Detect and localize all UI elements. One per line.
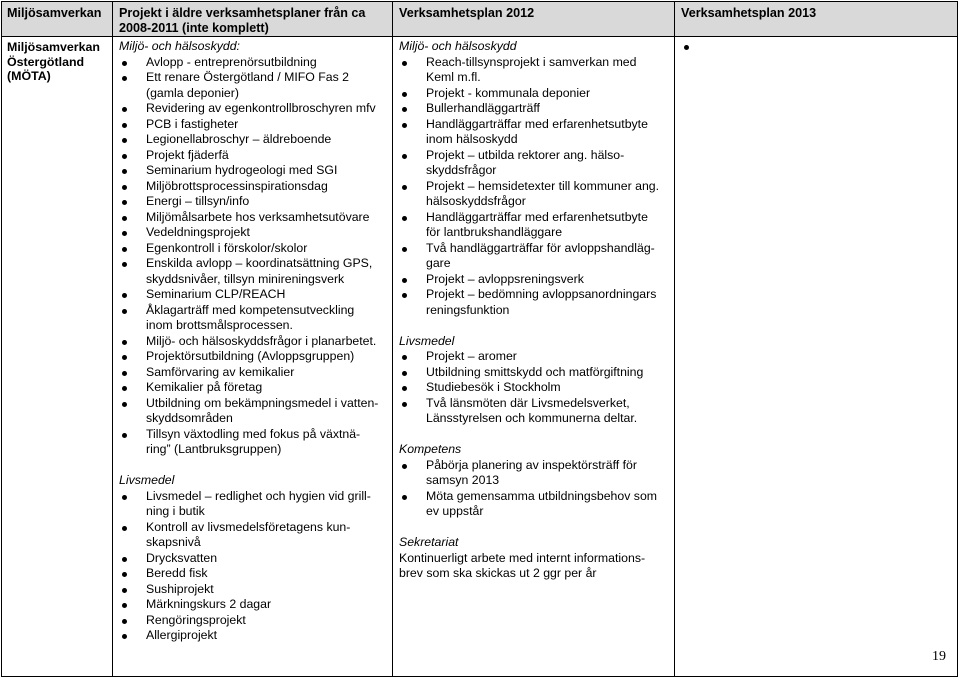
list-item-text: ning i butik — [146, 504, 205, 518]
list-item-text: Studiebesök i Stockholm — [426, 380, 561, 394]
list-item — [399, 458, 671, 489]
list-item — [119, 303, 389, 334]
list-item-text: Tillsyn växtodling med fokus på växtnä- — [146, 426, 361, 441]
list-item-text: Avlopp - entreprenörsutbildning — [146, 54, 317, 69]
bullet-icon — [402, 61, 407, 66]
list-item — [119, 582, 389, 598]
list-item — [119, 70, 389, 101]
list-item — [399, 380, 671, 396]
list-item — [119, 287, 389, 303]
list-item-text: Handläggarträffar med erfarenhetsutbyte — [426, 116, 648, 131]
bullet-icon — [402, 278, 407, 283]
plan-2012-env-health-list — [399, 55, 671, 319]
list-item-text: för lantbrukshandläggare — [426, 225, 563, 239]
secretariat-text: Kontinuerligt arbete med internt informations- brev som ska skickas ut 2 ggr per år — [399, 550, 646, 580]
bullet-icon — [122, 61, 127, 66]
bullet-icon — [122, 293, 127, 298]
bullet-icon — [122, 309, 127, 314]
list-item-text: Projektörsutbildning (Avloppsgruppen) — [146, 349, 355, 363]
list-item — [119, 551, 389, 567]
older-env-health-list — [119, 55, 389, 458]
bullet-icon — [122, 634, 127, 639]
header-col-older: Projekt i äldre verksamhetsplaner från ca 2008-2011 (inte komplett) — [113, 2, 393, 37]
plan-table — [1, 1, 958, 677]
plan-2013-cell — [675, 37, 958, 677]
list-item-text: skyddsområden — [146, 411, 233, 425]
content-row — [2, 37, 958, 677]
bullet-icon — [122, 216, 127, 221]
bullet-icon — [122, 619, 127, 624]
list-item-text: Projekt – hemsidetexter till kommuner ang. — [426, 178, 660, 193]
list-item-text: Legionellabroschyr – äldreboende — [146, 132, 332, 146]
list-item-text: ev uppstår — [426, 504, 484, 518]
list-item — [399, 101, 671, 117]
list-item — [119, 334, 389, 350]
list-item-text: PCB i fastigheter — [146, 116, 239, 131]
list-item-text: Kemikalier på företag — [146, 380, 263, 394]
bullet-icon — [402, 247, 407, 252]
bullet-icon — [402, 123, 407, 128]
header-col-2012: Verksamhetsplan 2012 — [393, 2, 675, 37]
list-item — [119, 55, 389, 71]
list-item — [399, 349, 671, 365]
section-heading: Miljö- och hälsoskydd: — [119, 39, 240, 53]
list-item — [399, 55, 671, 86]
list-item — [119, 628, 389, 644]
list-item — [119, 380, 389, 396]
list-item — [119, 132, 389, 148]
bullet-icon — [122, 340, 127, 345]
list-item — [399, 396, 671, 427]
list-item-text: Påbörja planering av inspektörsträff för — [426, 457, 637, 472]
list-item — [399, 365, 671, 381]
bullet-icon — [122, 355, 127, 360]
list-item-text: (gamla deponier) — [146, 85, 239, 100]
bullet-icon — [122, 169, 127, 174]
list-item-text: Projekt - kommunala deponier — [426, 85, 591, 100]
bullet-icon — [684, 45, 689, 50]
list-item-text: Ett renare Östergötland / MIFO Fas 2 — [146, 70, 349, 84]
bullet-icon — [122, 433, 127, 438]
list-item — [119, 427, 389, 458]
bullet-icon — [122, 603, 127, 608]
list-item-text: Miljömålsarbete hos verksamhetsutövare — [146, 209, 370, 224]
list-item-text: hälsoskyddsfrågor — [426, 194, 526, 208]
list-item — [119, 489, 389, 520]
list-item — [119, 597, 389, 613]
section-heading: Sekretariat — [399, 535, 459, 549]
list-item — [399, 148, 671, 179]
list-item-text: Möta gemensamma utbildningsbehov som — [426, 488, 658, 503]
bullet-icon — [402, 355, 407, 360]
list-item-text: Bullerhandläggarträff — [426, 101, 540, 115]
list-item-text: skapsnivå — [146, 535, 201, 549]
list-item-text: gare — [426, 256, 451, 270]
list-item — [119, 179, 389, 195]
list-item — [119, 163, 389, 179]
list-item-text: Reach-tillsynsprojekt i samverkan med — [426, 54, 637, 69]
list-item-text: Projekt – avloppsreningsverk — [426, 271, 584, 286]
bullet-icon — [122, 262, 127, 267]
bullet-icon — [402, 386, 407, 391]
list-item-text: Två länsmöten där Livsmedelsverket, — [426, 395, 630, 410]
bullet-icon — [402, 92, 407, 97]
list-item-text: Seminarium CLP/REACH — [146, 287, 286, 301]
older-food-list — [119, 489, 389, 644]
list-item-text: Beredd fisk — [146, 566, 208, 580]
bullet-icon — [122, 154, 127, 159]
section-heading: Livsmedel — [399, 333, 455, 348]
bullet-icon — [402, 107, 407, 112]
org-line: (MÖTA) — [7, 69, 51, 83]
list-item-text: Sushiprojekt — [146, 581, 214, 596]
bullet-icon — [122, 200, 127, 205]
list-item-text: Kontroll av livsmedelsföretagens kun- — [146, 519, 351, 534]
list-item-text: Utbildning om bekämpningsmedel i vatten- — [146, 395, 379, 410]
list-item — [119, 365, 389, 381]
header-col-2013: Verksamhetsplan 2013 — [675, 2, 958, 37]
list-item-text: Enskilda avlopp – koordinatsättning GPS, — [146, 256, 373, 270]
list-item-text: Keml m.fl. — [426, 70, 481, 84]
list-item-text: Märkningskurs 2 dagar — [146, 597, 272, 611]
list-item — [399, 287, 671, 318]
bullet-icon — [122, 231, 127, 236]
list-item-text: Rengöringsprojekt — [146, 612, 246, 627]
section-heading: Livsmedel — [119, 473, 175, 487]
list-item — [399, 86, 671, 102]
list-item — [399, 241, 671, 272]
list-item — [119, 256, 389, 287]
list-item-text: Projekt – aromer — [426, 349, 517, 363]
org-line: Miljösamverkan — [7, 40, 100, 54]
org-line: Östergötland — [7, 54, 85, 69]
bullet-icon — [122, 526, 127, 531]
bullet-icon — [402, 495, 407, 500]
bullet-icon — [402, 293, 407, 298]
list-item-text: Projekt fjäderfä — [146, 147, 229, 162]
bullet-icon — [402, 154, 407, 159]
list-item-text: Miljöbrottsprocessinspirationsdag — [146, 178, 328, 193]
list-item — [119, 349, 389, 365]
list-item — [399, 179, 671, 210]
list-item-text: Utbildning smittskydd och matförgiftning — [426, 364, 644, 379]
list-item-text: reningsfunktion — [426, 302, 510, 317]
list-item — [119, 396, 389, 427]
bullet-icon — [122, 572, 127, 577]
plan-2012-cell — [393, 37, 675, 677]
bullet-icon — [122, 588, 127, 593]
list-item — [119, 194, 389, 210]
list-item-text: Allergiprojekt — [146, 628, 218, 642]
list-item-text: Två handläggarträffar för avloppshandläg- — [426, 240, 655, 255]
bullet-icon — [402, 216, 407, 221]
list-item-text: Miljö- och hälsoskyddsfrågor i planarbetet. — [146, 333, 377, 348]
list-item — [399, 489, 671, 520]
list-item — [399, 117, 671, 148]
list-item — [119, 148, 389, 164]
bullet-icon — [122, 495, 127, 500]
plan-2012-food-list — [399, 349, 671, 427]
list-item-text: skyddsfrågor — [426, 163, 497, 177]
list-item — [399, 210, 671, 241]
header-row — [2, 2, 958, 37]
list-item-text: skyddsnivåer, tillsyn minireningsverk — [146, 271, 345, 286]
page-number: 19 — [932, 649, 946, 664]
list-item-text: samsyn 2013 — [426, 473, 500, 487]
list-item-text: Projekt – utbilda rektorer ang. hälso- — [426, 147, 625, 162]
bullet-icon — [122, 185, 127, 190]
list-item-text: Samförvaring av kemikalier — [146, 364, 295, 379]
bullet-icon — [122, 123, 127, 128]
bullet-icon — [122, 371, 127, 376]
list-item-text: Drycksvatten — [146, 550, 218, 565]
bullet-icon — [122, 557, 127, 562]
header-col-org: Miljösamverkan — [2, 2, 113, 37]
bullet-icon — [122, 402, 127, 407]
org-cell — [2, 37, 113, 677]
list-item-text: inom brottsmålsprocessen. — [146, 318, 293, 332]
bullet-icon — [402, 371, 407, 376]
list-item — [119, 117, 389, 133]
list-item-text: Livsmedel – redlighet och hygien vid grill- — [146, 488, 371, 503]
list-item-text: Egenkontroll i förskolor/skolor — [146, 240, 308, 255]
list-item — [119, 566, 389, 582]
list-item-text: Energi – tillsyn/info — [146, 194, 250, 208]
list-item-text: Åklagarträff med kompetensutveckling — [146, 302, 355, 317]
list-item — [119, 101, 389, 117]
list-item — [119, 613, 389, 629]
list-item — [119, 520, 389, 551]
list-item-text: inom hälsoskydd — [426, 132, 518, 146]
bullet-icon — [122, 138, 127, 143]
list-item-text: Vedeldningsprojekt — [146, 225, 250, 239]
list-item — [119, 241, 389, 257]
list-item-text: Projekt – bedömning avloppsanordningars — [426, 287, 657, 301]
list-item-text: Revidering av egenkontrollbroschyren mfv — [146, 101, 376, 115]
bullet-icon — [402, 185, 407, 190]
list-item — [119, 210, 389, 226]
section-heading: Miljö- och hälsoskydd — [399, 39, 517, 53]
plan-2012-competence-list — [399, 458, 671, 520]
bullet-icon — [402, 402, 407, 407]
bullet-icon — [122, 386, 127, 391]
bullet-icon — [122, 107, 127, 112]
list-item-text: ring” (Lantbruksgruppen) — [146, 442, 282, 456]
list-item — [399, 272, 671, 288]
list-item-text: Seminarium hydrogeologi med SGI — [146, 163, 338, 177]
list-item — [119, 225, 389, 241]
section-heading: Kompetens — [399, 442, 462, 456]
bullet-icon — [122, 76, 127, 81]
bullet-icon — [402, 464, 407, 469]
list-item-text: Handläggarträffar med erfarenhetsutbyte — [426, 209, 648, 224]
list-item-text: Länsstyrelsen och kommunerna deltar. — [426, 411, 638, 425]
bullet-icon — [122, 247, 127, 252]
older-projects-cell — [113, 37, 393, 677]
